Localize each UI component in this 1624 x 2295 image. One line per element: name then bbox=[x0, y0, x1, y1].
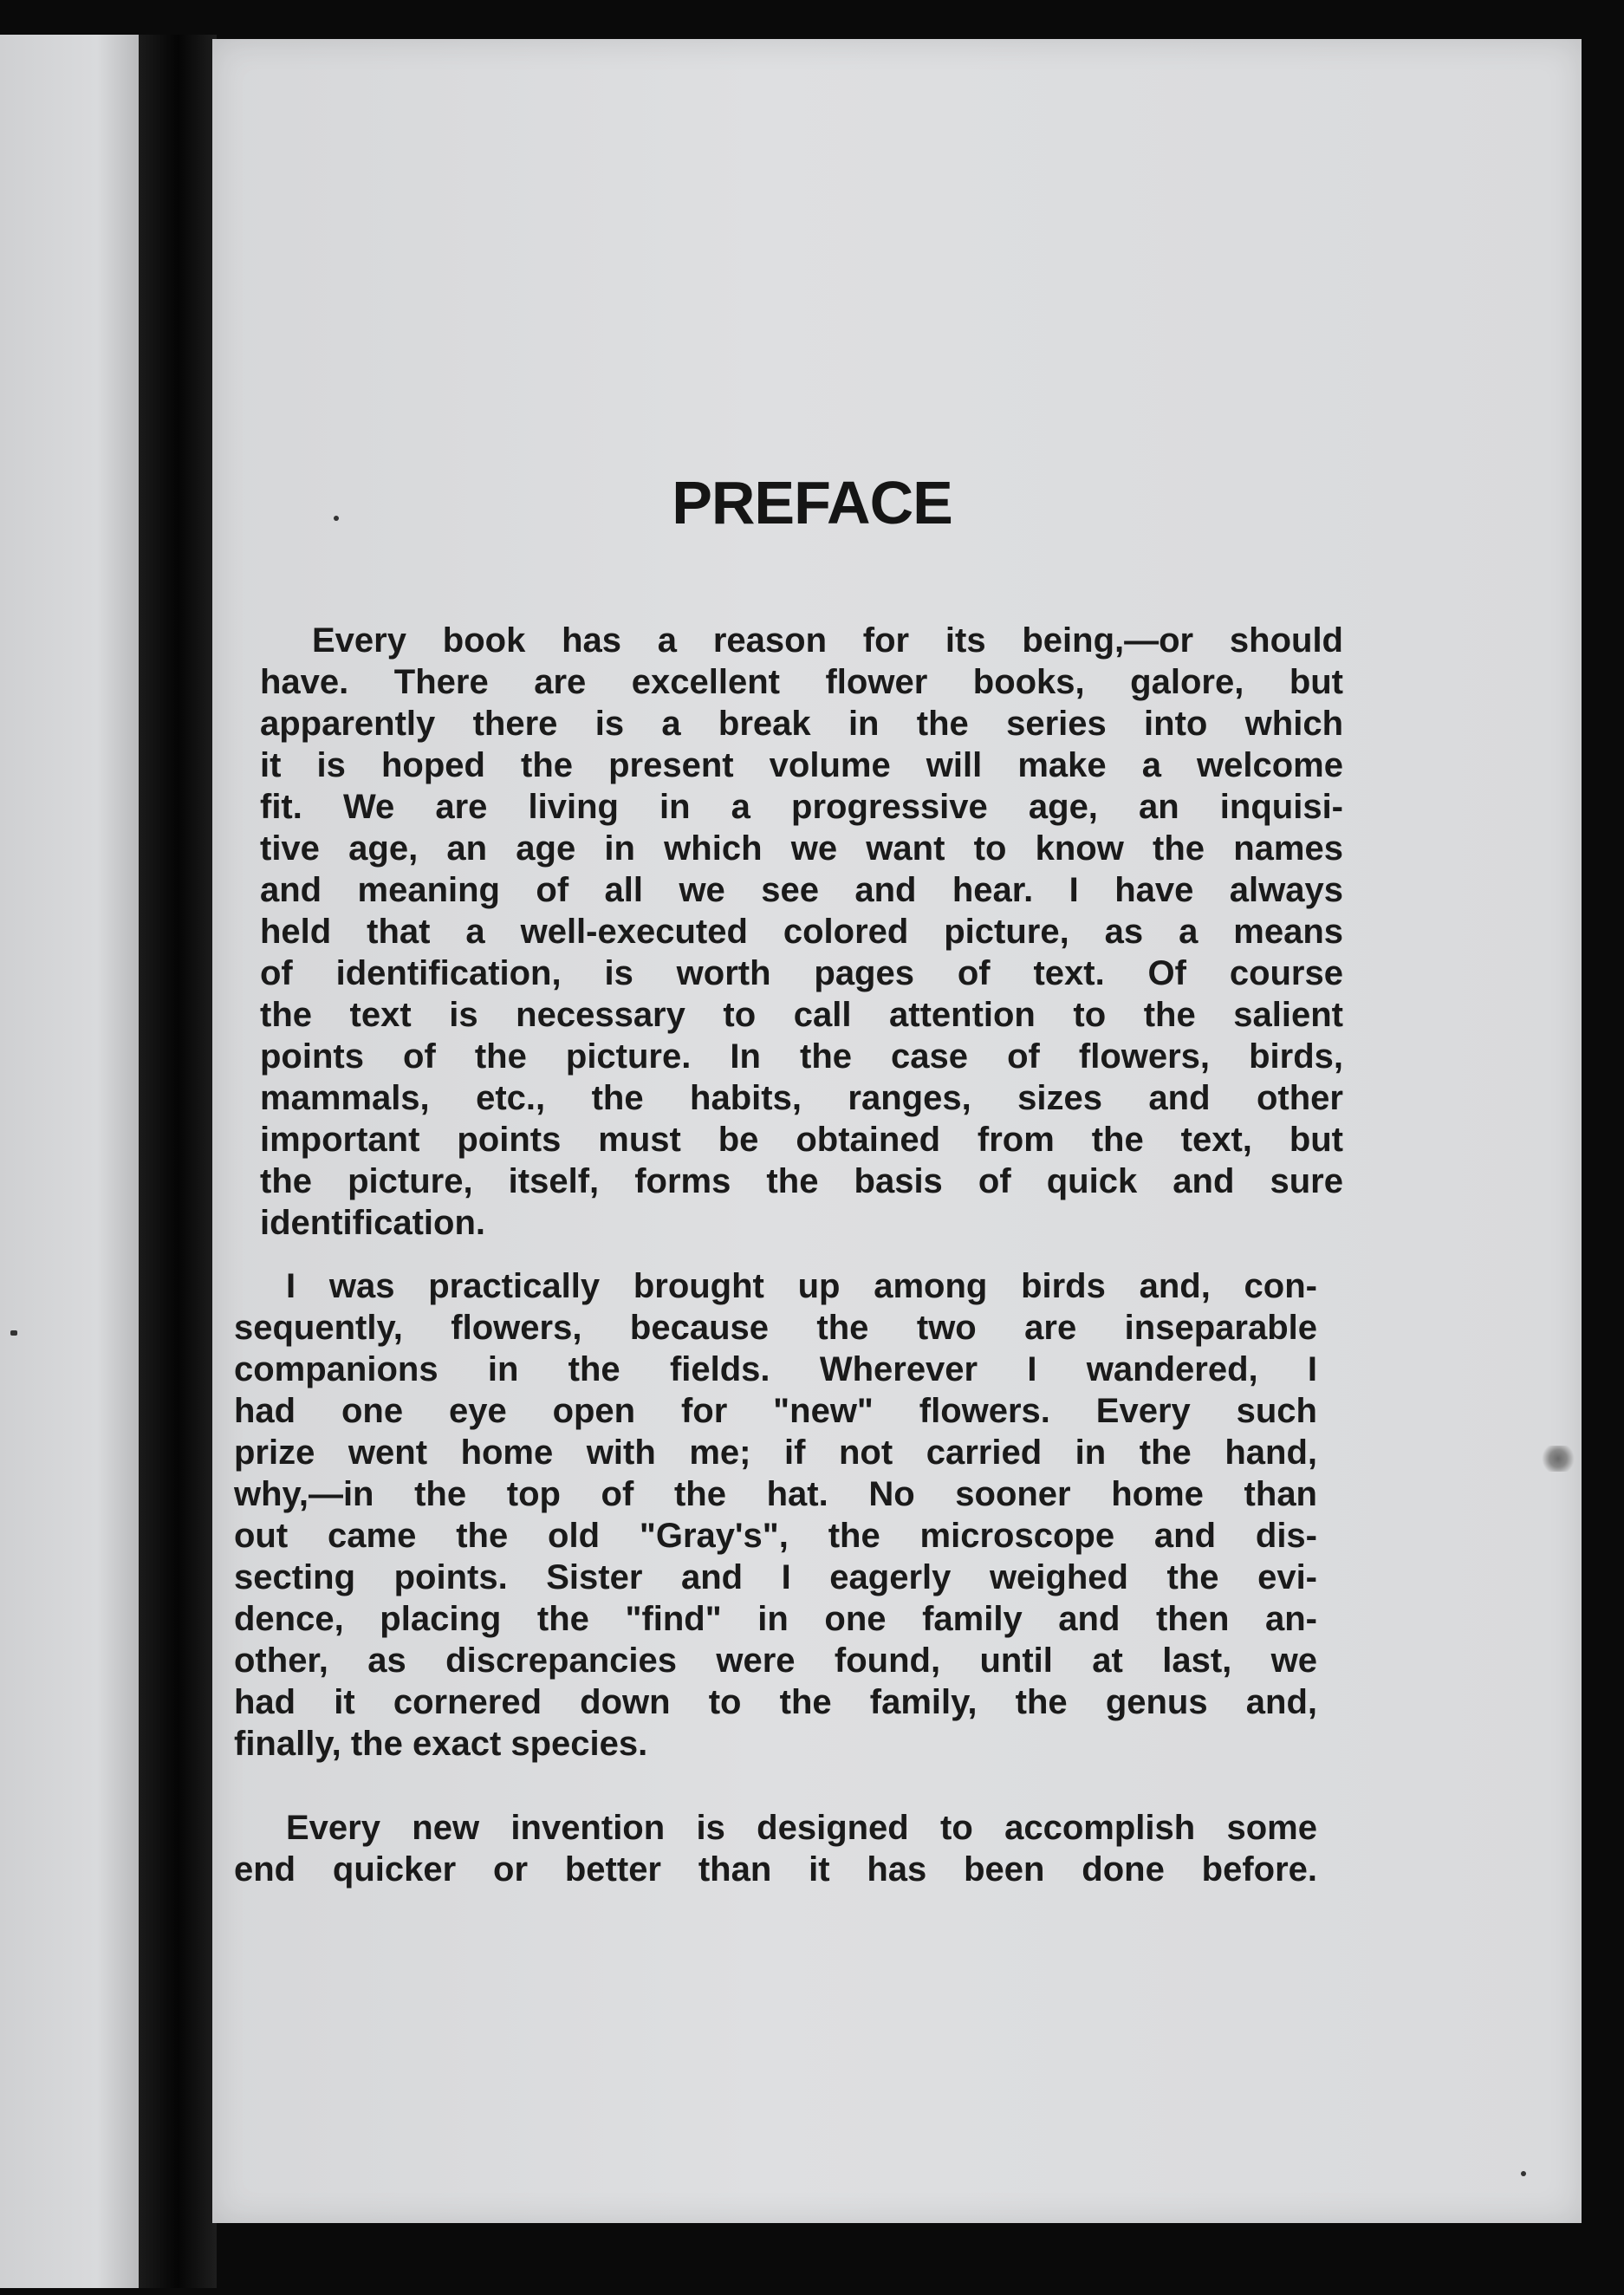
text-line: companions in the fields. Wherever I wandered, I bbox=[234, 1350, 1317, 1388]
text-line: the text is necessary to call attention to the salient bbox=[260, 996, 1343, 1034]
page-speck bbox=[1521, 2171, 1526, 2176]
text-line: sequently, flowers, because the two are inseparable bbox=[234, 1309, 1317, 1347]
text-line: end quicker or better than it has been done before. bbox=[234, 1850, 1317, 1889]
page-title: PREFACE bbox=[672, 469, 952, 536]
text-line: Every book has a reason for its being,—or should bbox=[312, 621, 1343, 660]
text-line: of identification, is worth pages of text. Of course bbox=[260, 954, 1343, 992]
text-line: have. There are excellent flower books, galore, but bbox=[260, 663, 1343, 701]
text-line: and meaning of all we see and hear. I have always bbox=[260, 871, 1343, 909]
text-line: important points must be obtained from the text, but bbox=[260, 1121, 1343, 1159]
paragraph-1 bbox=[260, 620, 1343, 1244]
text-line: identification. bbox=[260, 1204, 485, 1242]
text-line: why,—in the top of the hat. No sooner home than bbox=[234, 1475, 1317, 1513]
text-line: secting points. Sister and I eagerly weighed the evi- bbox=[234, 1558, 1317, 1596]
text-line: the picture, itself, forms the basis of quick and sure bbox=[260, 1162, 1343, 1200]
text-line: Every new invention is designed to accomplish some bbox=[286, 1809, 1317, 1847]
text-line: held that a well-executed colored picture, as a means bbox=[260, 913, 1343, 951]
facing-page-edge bbox=[0, 35, 139, 2288]
text-line: it is hoped the present volume will make a welcome bbox=[260, 746, 1343, 784]
text-line: dence, placing the "find" in one family and then an- bbox=[234, 1600, 1317, 1638]
text-line: other, as discrepancies were found, until at last, we bbox=[234, 1642, 1317, 1680]
text-line: fit. We are living in a progressive age, an inquisi- bbox=[260, 788, 1343, 826]
text-line: tive age, an age in which we want to know the names bbox=[260, 829, 1343, 868]
page-speck bbox=[10, 1330, 17, 1336]
paragraph-3 bbox=[234, 1807, 1317, 1890]
text-line: apparently there is a break in the series into which bbox=[260, 705, 1343, 743]
text-line: prize went home with me; if not carried in the hand, bbox=[234, 1434, 1317, 1472]
text-line: out came the old "Gray's", the microscope and dis- bbox=[234, 1517, 1317, 1555]
book-gutter bbox=[139, 35, 217, 2288]
page-stain bbox=[1541, 1446, 1575, 1472]
text-line: had it cornered down to the family, the genus and, bbox=[234, 1683, 1317, 1721]
text-line: mammals, etc., the habits, ranges, sizes and other bbox=[260, 1079, 1343, 1117]
text-line: points of the picture. In the case of flowers, birds, bbox=[260, 1037, 1343, 1076]
text-line: finally, the exact species. bbox=[234, 1725, 648, 1763]
paragraph-2 bbox=[234, 1265, 1317, 1765]
text-line: had one eye open for "new" flowers. Every such bbox=[234, 1392, 1317, 1430]
text-line: I was practically brought up among birds and, con- bbox=[286, 1267, 1317, 1305]
